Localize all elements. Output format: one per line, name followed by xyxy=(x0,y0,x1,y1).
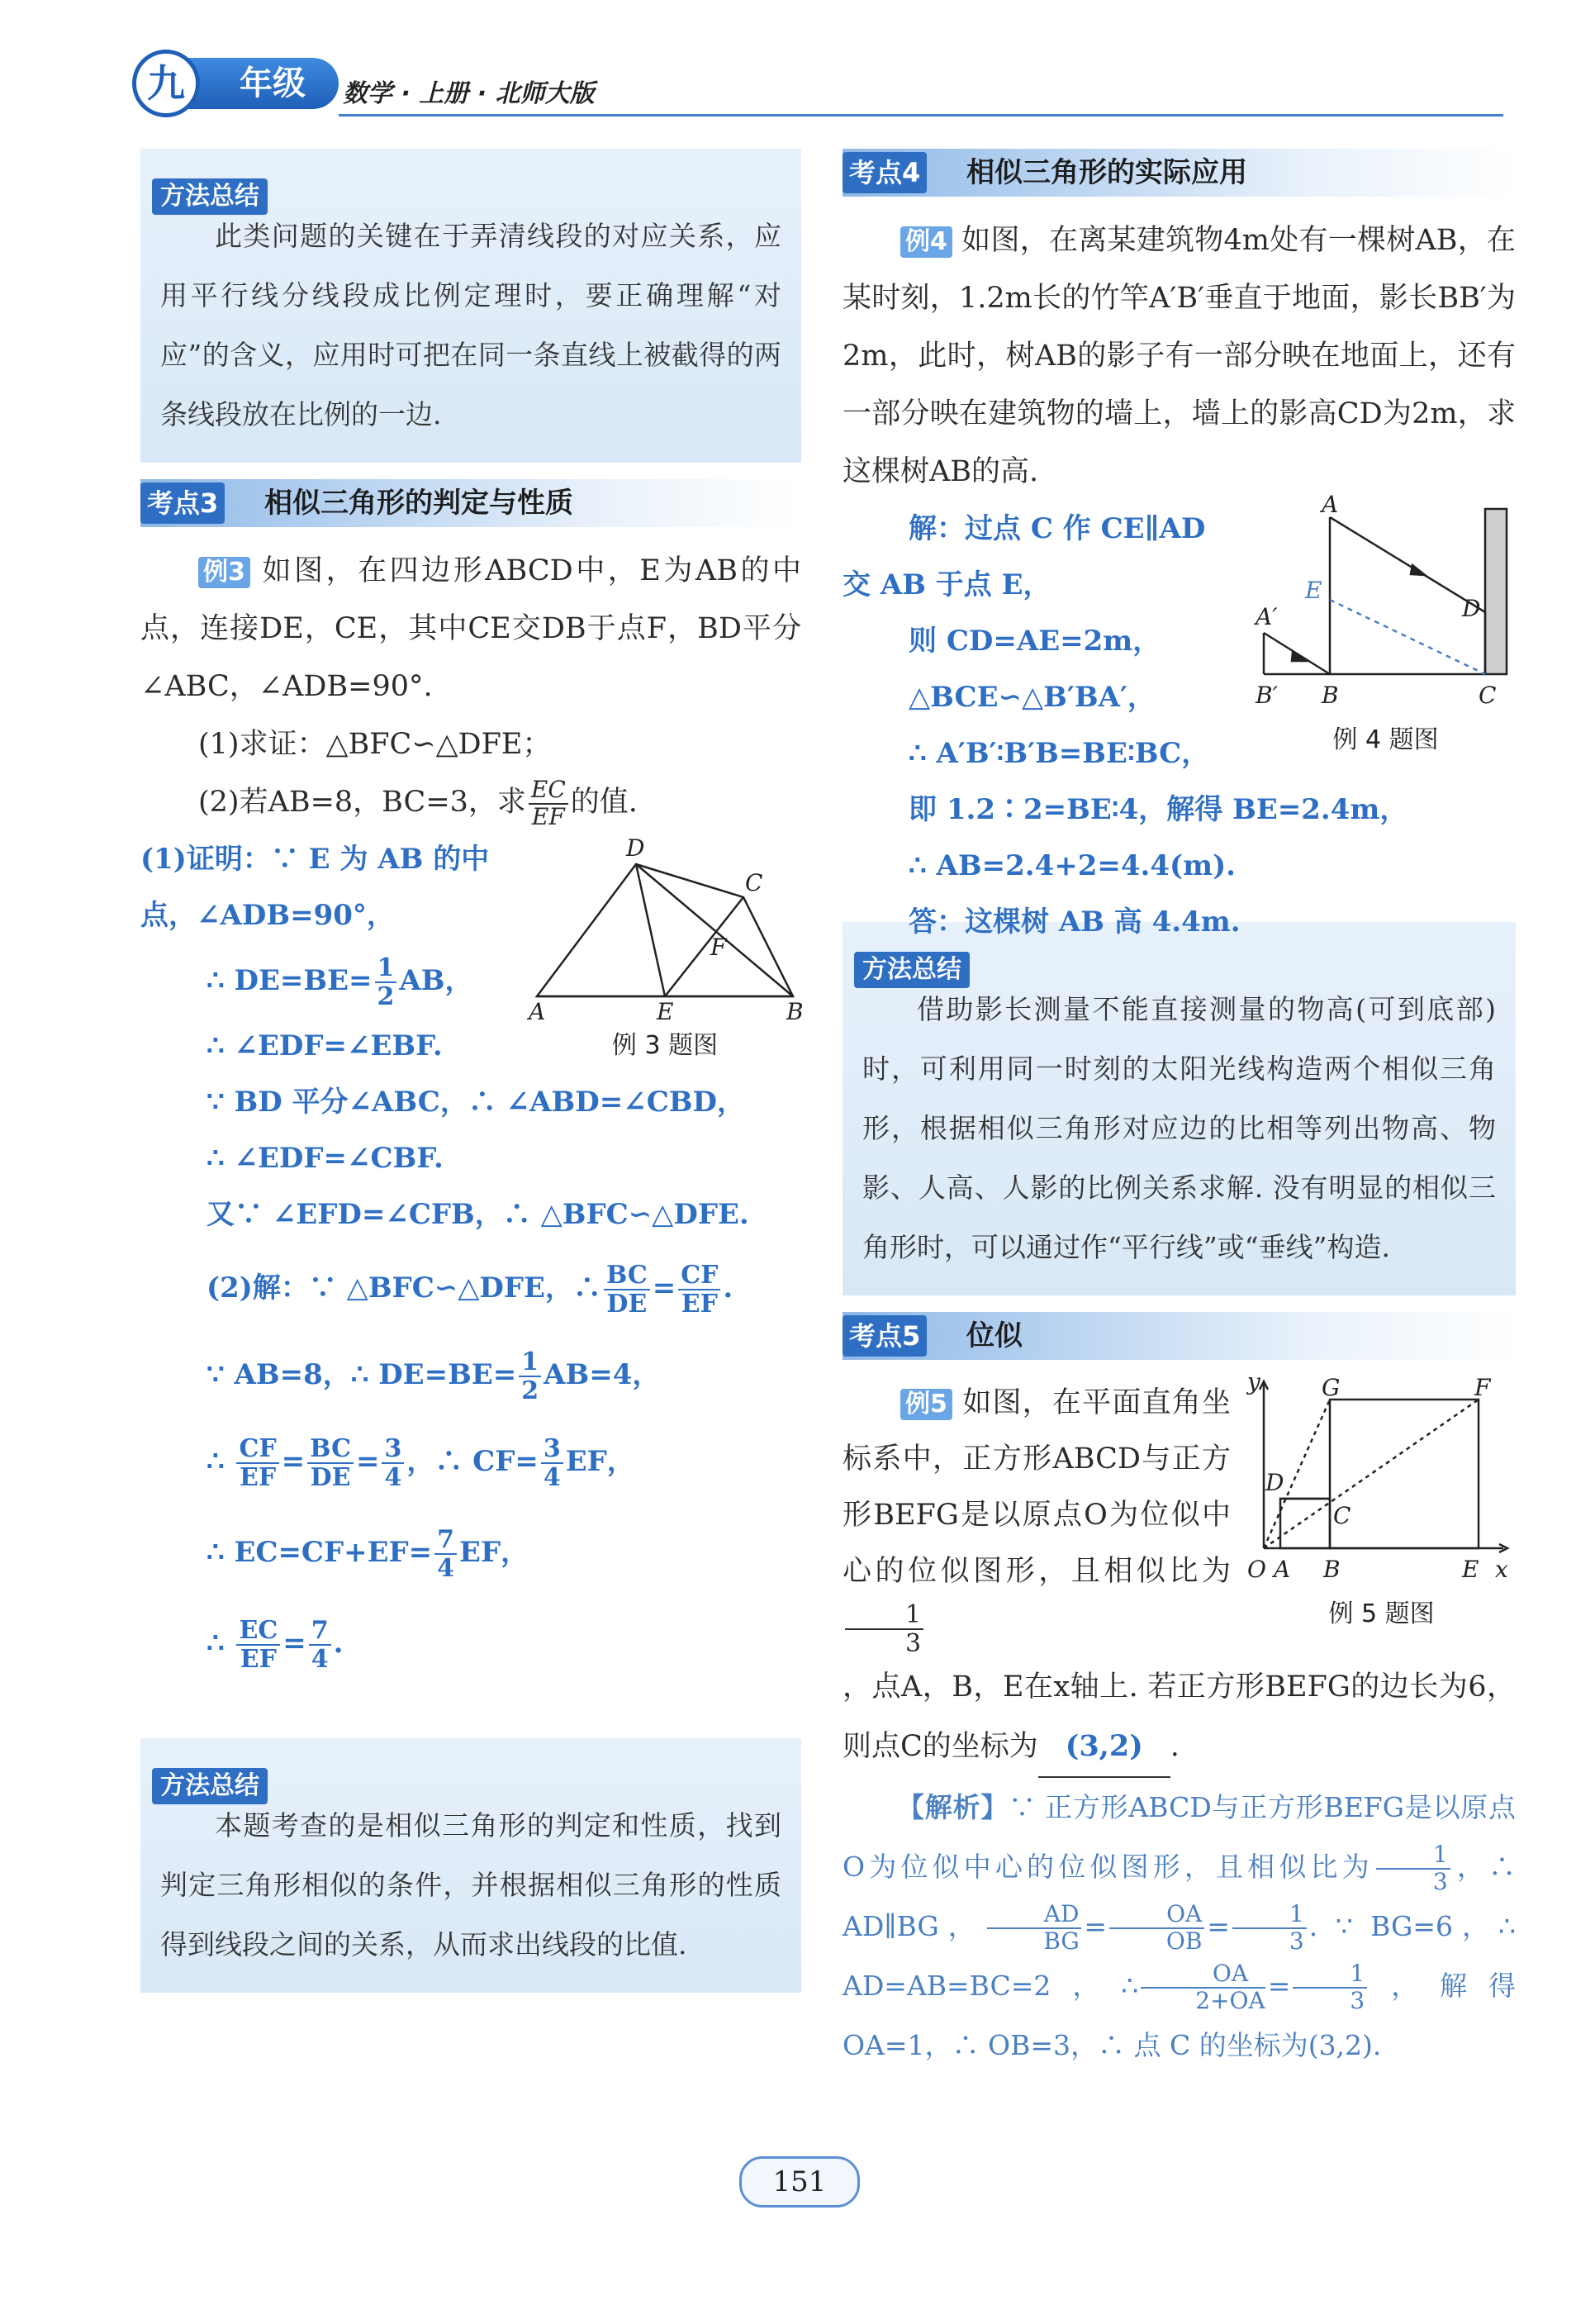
sol4-l8: 答：这棵树 AB 高 4.4m. xyxy=(909,905,1241,939)
example-5-end: . xyxy=(1170,1729,1180,1763)
sol4-l5: ∴ A′B′∶B′B=BE∶BC， xyxy=(909,737,1210,770)
summary-text: 本题考查的是相似三角形的判定和性质，找到判定三角形相似的条件，并根据相似三角形的性质得到线段之间的关系，从而求出线段的比值. xyxy=(160,1809,781,1960)
frac-num: 1 xyxy=(1232,1902,1307,1929)
sol3-l8-pre: ∵ AB=8，∴ DE=BE= xyxy=(206,1358,517,1391)
frac-num: OA xyxy=(1109,1902,1204,1929)
frac-1-3-b xyxy=(1232,1899,1307,1955)
label-y: y xyxy=(1247,1368,1260,1395)
label-a: A xyxy=(529,998,546,1025)
sol3-l2-post: AB， xyxy=(399,964,473,997)
label-e: E xyxy=(1305,577,1322,604)
frac-bc-de-2 xyxy=(307,1435,354,1491)
ratio-fraction xyxy=(845,1601,923,1657)
frac-den: 3 xyxy=(1350,1986,1365,2014)
frac-half xyxy=(519,1348,541,1404)
frac-ec-ef xyxy=(236,1617,280,1673)
example-3-body: 如图，在四边形ABCD中，E为AB的中点，连接DE，CE，其中CE交DB于点F，BD平分∠ABC，∠ADB=90°. xyxy=(140,554,801,703)
pole-shadow xyxy=(1264,633,1330,674)
line-ce xyxy=(665,897,743,996)
book-title: 数学 · 上册 · 北师大版 xyxy=(343,79,595,108)
sol3-l8-post: AB=4， xyxy=(544,1358,661,1391)
example-5 xyxy=(843,1368,1517,2075)
frac-num: EC xyxy=(529,777,568,805)
kd-label: 考点5 xyxy=(843,1315,927,1357)
frac-den: 4 xyxy=(311,1645,329,1674)
grade-label: 年级 xyxy=(240,64,306,102)
label-f: F xyxy=(1474,1374,1491,1401)
example-5-text xyxy=(843,1375,1231,1657)
label-e: E xyxy=(657,998,674,1025)
frac-den: 3 xyxy=(905,1628,922,1658)
example-5-text-2 xyxy=(843,1657,1516,1778)
sol4-l6: 即 1.2∶2=BE∶4，解得 BE=2.4m， xyxy=(909,793,1408,826)
sol3-l10 xyxy=(140,1507,801,1598)
example-3-q2 xyxy=(140,773,801,831)
page-number: 151 xyxy=(739,2156,860,2208)
frac-den: EF xyxy=(531,802,565,830)
sol3-l6: 又∵ ∠EFD=∠CFB，∴ △BFC∽△DFE. xyxy=(206,1198,749,1231)
frac-den: 4 xyxy=(437,1554,455,1583)
label-b-prime: B′ xyxy=(1256,682,1278,709)
frac-den: 2 xyxy=(377,982,395,1011)
frac-oa-ob xyxy=(1109,1899,1204,1955)
frac-1-3-c xyxy=(1293,1961,1367,2014)
frac-bc-de xyxy=(604,1262,650,1318)
sol4-l2: 交 AB 于点 E， xyxy=(843,568,1051,601)
figure-example-3 xyxy=(529,831,804,1060)
frac-num: CF xyxy=(678,1262,720,1290)
sol4-l7: ∴ AB=2.4+2=4.4(m). xyxy=(909,849,1236,882)
example-3-q1: (1)求证：△BFC∽△DFE； xyxy=(198,728,552,761)
analysis-5: 【解析】∵ 正方形ABCD与正方形BEFG是以原点O为位似中心的位似图形，且相似比为 $\frac{1}{3}$ ，∴ AD∥BG， $\frac{AD}{BG}$ = $\frac{OA}{OB}$ = $\frac{1}{3}$ . ∵ BG=6，∴ AD=AB=BC=2，∴ $\frac{OA}{2+OA}$ = $\frac{1}{3}$ ，解得 OA=1，∴ OB=3，∴ 点 C 的坐标为(3,2). xyxy=(843,1790,1517,2061)
figure-3-svg xyxy=(529,831,804,1025)
frac-num: EC xyxy=(236,1617,280,1646)
sol3-l2-pre: ∴ DE=BE= xyxy=(206,964,373,997)
frac-den: EF xyxy=(239,1463,277,1492)
figure-4-caption: 例 4 题图 xyxy=(1332,725,1439,754)
sol3-l7-pre: (2)解：∵ △BFC∽△DFE，∴ xyxy=(206,1271,601,1305)
frac-den: OB xyxy=(1165,1927,1203,1955)
frac-num: 1 xyxy=(519,1348,541,1377)
example-5-body-2: ，点A，B，E在x轴上. 若正方形BEFG的边长为6，则点C的坐标为 xyxy=(843,1670,1516,1763)
frac-3-4-b xyxy=(541,1435,563,1491)
figure-3-caption: 例 3 题图 xyxy=(611,1031,719,1060)
sol3-l7: (2)解：∵ △BFC∽△DFE，∴ $\frac{BC}{DE}$ = $\frac{CF}{EF}$ . xyxy=(206,1261,733,1319)
example-tag: 例5 xyxy=(900,1389,952,1420)
frac-den: 2+OA xyxy=(1195,1986,1265,2014)
arrow-head xyxy=(1411,565,1425,575)
sol3-l8 xyxy=(140,1333,801,1416)
frac-num: 7 xyxy=(309,1617,331,1646)
frac-7-4 xyxy=(434,1526,457,1582)
header-divider xyxy=(339,114,1503,116)
example-3-text xyxy=(140,542,801,715)
frac-den: 4 xyxy=(543,1463,561,1492)
square-abcd xyxy=(1280,1499,1330,1548)
label-g: G xyxy=(1322,1374,1341,1401)
q2-pre: (2)若AB=8，BC=3，求 xyxy=(198,786,526,819)
q2-post: 的值. xyxy=(570,786,638,819)
sol4-l3: 则 CD=AE=2m， xyxy=(909,625,1161,658)
sol3-l4: ∵ BD 平分∠ABC，∴ ∠ABD=∠CBD， xyxy=(206,1086,746,1119)
label-a: A xyxy=(1322,491,1339,518)
frac-den: 3 xyxy=(1432,1867,1448,1895)
sol3-l1: (1)证明：∵ E 为 AB 的中点，∠ADB=90°， xyxy=(140,843,490,932)
solution-4 xyxy=(843,491,1516,939)
sol3-l3: ∴ ∠EDF=∠EBF. xyxy=(206,1029,443,1062)
frac-den: EF xyxy=(240,1645,277,1674)
frac-num: CF xyxy=(236,1435,278,1464)
analysis-t3: . ∵ BG=6，∴ AD=AB=BC=2，∴ xyxy=(843,1909,1516,2002)
label-f: F xyxy=(710,934,727,961)
figure-4-svg xyxy=(1256,491,1516,715)
frac-num: 7 xyxy=(434,1526,457,1555)
frac-3-4 xyxy=(382,1435,404,1491)
analysis-t2: ，∴ AD∥BG， xyxy=(843,1850,1516,1942)
sol3-l9-mid: ，∴ CF= xyxy=(406,1445,539,1478)
section-kd5 xyxy=(843,1312,1516,1360)
label-e: E xyxy=(1462,1556,1479,1583)
example-tag: 例3 xyxy=(198,557,250,588)
kd-label: 考点4 xyxy=(843,152,927,193)
frac-7-4-b xyxy=(309,1617,331,1673)
frac-den: BG xyxy=(1043,1927,1080,1955)
figure-5-svg xyxy=(1247,1368,1516,1590)
label-d: D xyxy=(626,834,645,862)
solution-3 xyxy=(140,831,804,1689)
frac-num: 1 xyxy=(845,1601,923,1630)
label-b: B xyxy=(1322,682,1339,709)
label-a: A xyxy=(1274,1556,1291,1583)
analysis-t1: ∵ 正方形ABCD与正方形BEFG是以原点O为位似中心的位似图形，且相似比为 xyxy=(843,1790,1517,1883)
example-5-body: 如图，在平面直角坐标系中，正方形ABCD与正方形BEFG是以原点O为位似中心的位似图形，且相似比为 xyxy=(843,1386,1231,1588)
analysis-t4: ，解得 OA=1，∴ OB=3，∴ 点 C 的坐标为(3,2). xyxy=(843,1969,1516,2061)
example-4-text xyxy=(843,211,1516,501)
frac-den: DE xyxy=(310,1463,351,1492)
kd-label: 考点3 xyxy=(140,482,225,524)
sol3-l11: ∴ $\frac{EC}{EF}$ = $\frac{7}{4}$ . xyxy=(206,1616,344,1674)
label-c: C xyxy=(1479,682,1497,709)
label-b: B xyxy=(1323,1556,1341,1583)
summary-tag: 方法总结 xyxy=(152,1768,268,1804)
label-c: C xyxy=(745,869,763,896)
summary-tag: 方法总结 xyxy=(854,952,970,988)
figure-5-caption: 例 5 题图 xyxy=(1328,1599,1435,1628)
frac-num: 1 xyxy=(1293,1961,1367,1989)
sol4-l4: △BCE∽△B′BA′， xyxy=(909,681,1156,714)
label-x: x xyxy=(1495,1556,1508,1583)
frac-ad-bg xyxy=(987,1899,1082,1955)
analysis-tag: 【解析】 xyxy=(897,1790,1009,1823)
square-befg xyxy=(1330,1400,1479,1548)
frac-cf-ef-2 xyxy=(236,1435,278,1491)
kd-title: 位似 xyxy=(966,1319,1023,1352)
method-summary-3 xyxy=(843,922,1516,1295)
right-column xyxy=(843,149,1516,2075)
section-kd4 xyxy=(843,149,1516,197)
example-tag: 例4 xyxy=(900,226,952,258)
frac-num: 1 xyxy=(375,954,397,983)
answer-blank: (3,2) xyxy=(1038,1717,1170,1778)
left-column xyxy=(140,149,804,2009)
frac-den: 2 xyxy=(521,1376,539,1405)
method-summary-2 xyxy=(140,1738,801,1993)
frac-den: DE xyxy=(606,1290,648,1319)
frac-num: BC xyxy=(604,1262,650,1290)
summary-text: 此类问题的关键在于弄清线段的对应关系，应用平行线分线段成比例定理时，要正确理解“对应”的含义，应用时可把在同一条直线上被截得的两条线段放在比例的一边. xyxy=(160,220,781,430)
grade-char: 九 xyxy=(132,50,200,117)
frac-num: AD xyxy=(987,1902,1082,1929)
frac-cf-ef xyxy=(678,1262,720,1318)
label-d: D xyxy=(1462,595,1481,622)
sol3-l2-frac xyxy=(375,954,397,1010)
frac-oa-2oa xyxy=(1141,1961,1265,2014)
frac-num: 1 xyxy=(1376,1842,1450,1870)
section-kd3 xyxy=(140,479,801,527)
label-c: C xyxy=(1333,1502,1351,1529)
frac-num: OA xyxy=(1141,1961,1265,1989)
label-d: D xyxy=(1265,1469,1284,1496)
frac-1-3 xyxy=(1376,1842,1450,1895)
sol3-l5: ∴ ∠EDF=∠CBF. xyxy=(206,1142,444,1175)
frac-num: 3 xyxy=(541,1435,563,1464)
label-b: B xyxy=(786,998,804,1025)
q2-fraction xyxy=(529,777,568,830)
sol3-l9-post: EF， xyxy=(565,1445,635,1478)
frac-den: 3 xyxy=(1289,1927,1304,1955)
frac-den: 4 xyxy=(384,1463,402,1492)
sol3-l10-post: EF， xyxy=(459,1536,529,1569)
wall xyxy=(1485,509,1507,674)
figure-example-5 xyxy=(1247,1368,1516,1631)
sol3-l9: ∴ $\frac{CF}{EF}$ = $\frac{BC}{DE}$ = $\frac{3}{4}$ ，∴ CF= $\frac{3}{4}$ EF， xyxy=(206,1434,635,1492)
ray-of xyxy=(1264,1400,1479,1548)
frac-den: EF xyxy=(681,1290,718,1319)
kd-title: 相似三角形的判定与性质 xyxy=(264,487,573,520)
method-summary-1 xyxy=(140,149,801,463)
label-a-prime: A′ xyxy=(1256,603,1278,630)
example-4-body: 如图，在离某建筑物4m处有一棵树AB，在某时刻，1.2m长的竹竿A′B′垂直于地面，影长BB′为2m，此时，树AB的影子有一部分映在地面上，还有一部分映在建筑物的墙上，墙上的影高CD为2m，求这棵树AB的高. xyxy=(843,224,1516,488)
frac-num: 3 xyxy=(382,1435,404,1464)
frac-num: BC xyxy=(307,1435,354,1464)
page-header xyxy=(132,50,1503,124)
sol4-l1: 解：过点 C 作 CE∥AD xyxy=(909,512,1206,545)
sol3-l10-pre: ∴ EC=CF+EF= xyxy=(206,1536,433,1569)
summary-text: 借助影长测量不能直接测量的物高(可到底部)时，可利用同一时刻的太阳光线构造两个相似三角形，根据相似三角形对应边的比相等列出物高、物影、人高、人影的比例关系求解. 没有明显的相似三角形时，可以通过作“平行线”或“垂线”构造. xyxy=(862,993,1496,1263)
figure-example-4 xyxy=(1256,491,1516,754)
summary-tag: 方法总结 xyxy=(152,178,268,215)
label-o: O xyxy=(1247,1556,1266,1583)
kd-title: 相似三角形的实际应用 xyxy=(966,156,1247,189)
